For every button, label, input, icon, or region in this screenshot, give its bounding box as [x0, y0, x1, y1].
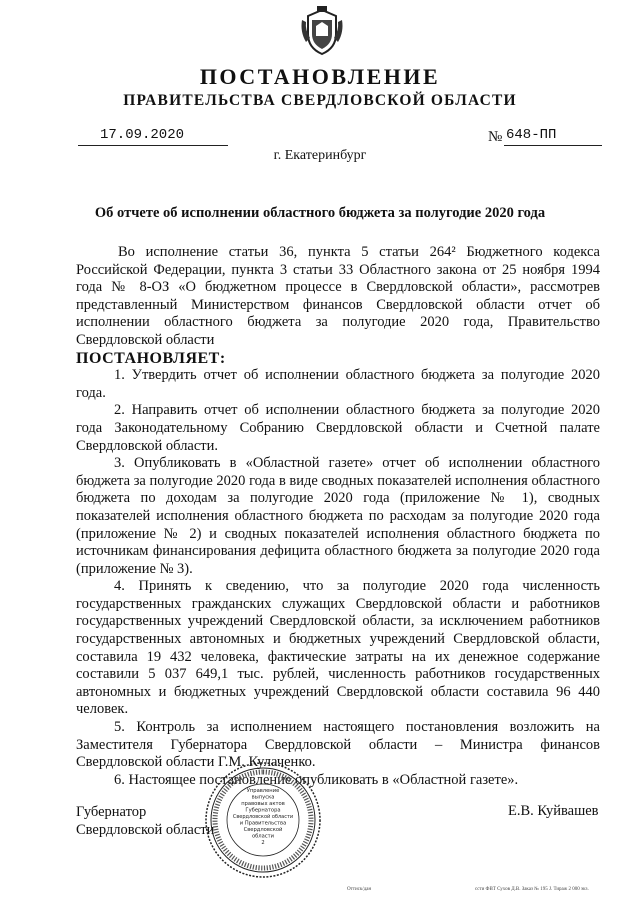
seal-text-line: выпуска	[251, 794, 275, 801]
date-underline	[78, 145, 228, 146]
decree-item: 4. Принять к сведению, что за полугодие 2020 года численность государственных гражданских служащих Свердловской области и работников государственных учреждений Свердловской области, за исключением работников государственных автономных и бюджетных учреждений Свердловской области, составила 19 432 человека, фактические затраты на их денежное содержание составили 5 037 649,1 тыс. рублей, численность работников государственных автономных и бюджетных учреждений Свердловской области составила 96 440 человек.	[76, 578, 600, 718]
seal-text-line: Свердловской области	[232, 814, 294, 820]
city: г. Екатеринбург	[273, 148, 367, 163]
seal-text-line: области	[251, 833, 275, 840]
number-sign: №	[488, 129, 503, 145]
seal-text-line: правовых актов	[241, 801, 285, 807]
signatory-position-line: Губернатор	[76, 804, 147, 820]
document-body	[76, 244, 600, 789]
issuer-name: ПРАВИТЕЛЬСТВА СВЕРДЛОВСКОЙ ОБЛАСТИ	[123, 92, 517, 109]
decree-item: 2. Направить отчет об исполнении областного бюджета за полугодие 2020 года Законодательному Собранию Свердловской области и Счетной палате Свердловской области.	[76, 402, 600, 454]
intro-paragraph: Во исполнение статьи 36, пункта 5 статьи 264² Бюджетного кодекса Российской Федерации, пункта 3 статьи 33 Областного закона от 25 ноября 1994 года № 8-ОЗ «О бюджетном процессе в Свердловской области», рассмотрев представленный Министерством финансов Свердловской области отчет об исполнении областного бюджета за полугодие 2020 года, Правительство Свердловской области	[76, 244, 600, 348]
signatory-name: Е.В. Куйвашев	[508, 803, 599, 819]
decree-item: 1. Утвердить отчет об исполнении областного бюджета за полугодие 2020 года.	[76, 367, 600, 401]
coat-of-arms-icon	[300, 6, 344, 56]
signatory-position	[76, 803, 214, 839]
document-date: 17.09.2020	[100, 127, 185, 143]
decree-item: 3. Опубликовать в «Областной газете» отчет об исполнении областного бюджета за полугодие 2020 года в виде сводных показателей исполнения областного бюджета по доходам за полугодие 2020 года (приложение № 1), сводных показателей исполнения областного бюджета по расходам за полугодие 2020 года (приложение № 2) и сводных показателей исполнения областного бюджета по источникам финансирования дефицита областного бюджета за полугодие 2020 года (приложение № 3).	[76, 455, 600, 577]
seal-text-line: Управление	[246, 788, 280, 794]
decree-item: 6. Настоящее постановление опубликовать в «Областной газете».	[114, 771, 519, 788]
seal-text-line: Губернатора	[245, 807, 281, 814]
seal-text-line: Свердловской	[243, 827, 283, 833]
print-note-left: Оттиск/дан	[347, 887, 372, 892]
signatory-position-line: Свердловской области	[76, 822, 215, 838]
document-number: 648-ПП	[506, 127, 557, 143]
decree-item: 5. Контроль за исполнением настоящего постановления возложить на Заместителя Губернатора Свердловской области – Министра финансов Свердловской области Г.М. Кулаченко.	[76, 719, 600, 771]
print-note-right: ссти ФВТ Сухов Д.В. Заказ № 195 J. Тираж 2 000 экз.	[475, 887, 589, 892]
official-seal-icon	[203, 760, 323, 880]
seal-text-line: и Правительства	[239, 820, 287, 827]
seal-text-line: 2	[261, 840, 265, 846]
number-underline	[504, 145, 602, 146]
document-title: ПОСТАНОВЛЕНИЕ	[199, 64, 441, 89]
document-heading: Об отчете об исполнении областного бюджета за полугодие 2020 года	[94, 205, 546, 221]
decree-word: ПОСТАНОВЛЯЕТ:	[76, 349, 226, 367]
